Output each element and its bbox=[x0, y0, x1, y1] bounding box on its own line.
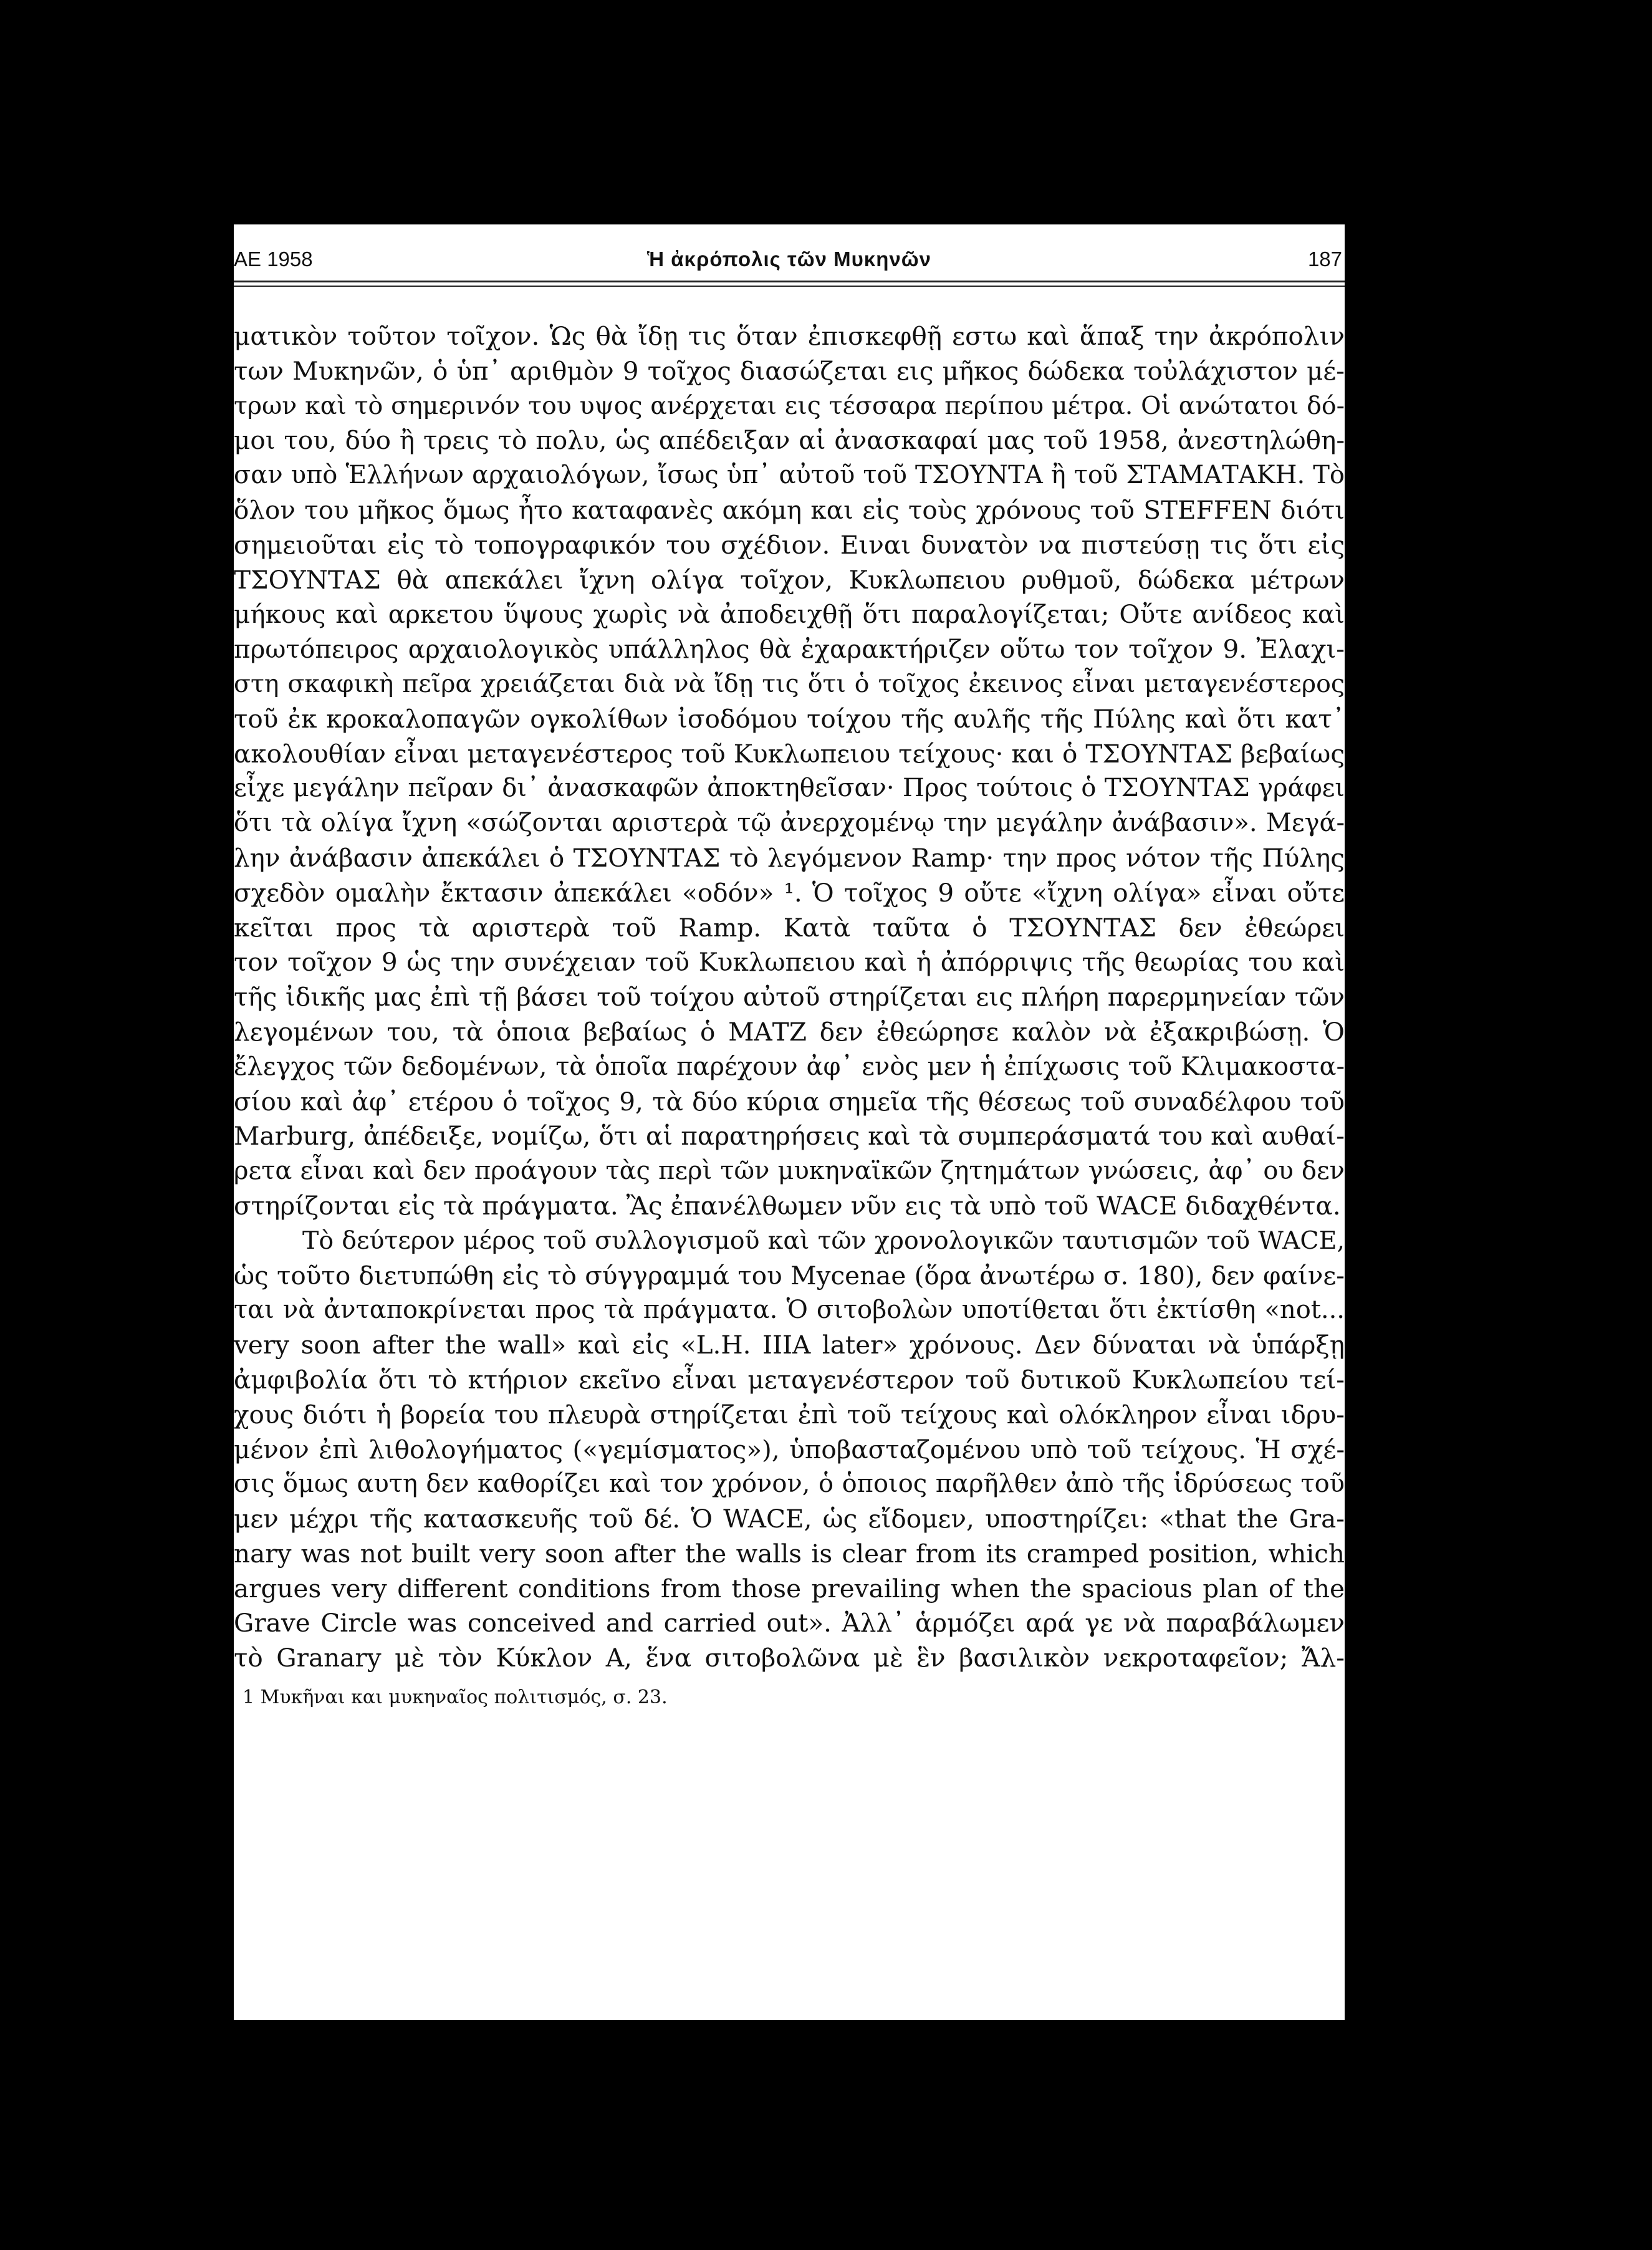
text-line: μήκους καὶ αρκετου ὕψους χωρὶς νὰ ἀποδειχθῇ ὅτι παραλογίζεται; Οὔτε ανίδεος καὶ bbox=[234, 599, 1345, 630]
page-number: 187 bbox=[1307, 248, 1342, 271]
text-line: τοῦ ἐκ κροκαλοπαγῶν ογκολίθων ἰσοδόμου τοίχου τῆς αυλῆς τῆς Πύλης καὶ ὅτι κατ᾽ bbox=[234, 703, 1345, 734]
text-line: λην ἀνάβασιν ἀπεκάλει ὁ ΤΣΟΥΝΤΑΣ τὸ λεγόμενον Ramp· την προς νότον τῆς Πύλης bbox=[234, 842, 1345, 873]
text-line: ακολουθίαν εἶναι μεταγενέστερος τοῦ Κυκλωπειου τείχους· και ὁ ΤΣΟΥΝΤΑΣ βεβαίως bbox=[234, 738, 1345, 769]
text-line: ἔλεγχος τῶν δεδομένων, τὰ ὁποῖα παρέχουν ἀφ᾽ ενὸς μεν ἡ ἐπίχωσις τοῦ Κλιμακοστα- bbox=[234, 1052, 1345, 1081]
text-line: μοι του, δύο ἢ τρεις τὸ πολυ, ὡς απέδειξαν αἱ ἀνασκαφαί μας τοῦ 1958, ἀνεστηλώθη- bbox=[234, 425, 1345, 456]
text-line: τρων καὶ τὸ σημερινόν του υψος ανέρχεται εις τέσσαρα περίπου μέτρα. Οἱ ανώτατοι δό- bbox=[234, 391, 1345, 420]
header-rule-double bbox=[234, 286, 1345, 287]
text-line: ὡς τοῦτο διετυπώθη εἰς τὸ σύγγραμμά του Mycenae (ὅρα ἀνωτέρω σ. 180), δεν φαίνε- bbox=[234, 1260, 1345, 1291]
text-line: σημειοῦται εἰς τὸ τοπογραφικόν του σχέδιον. Ειναι δυνατὸν να πιστεύσῃ τις ὅτι εἰς bbox=[234, 529, 1345, 560]
text-line: nary was not built very soon after the walls is clear from its cramped position, which bbox=[234, 1538, 1345, 1569]
text-line: very soon after the wall» καὶ εἰς «L.H. IIIA later» χρόνους. Δεν δύναται νὰ ὑπάρξῃ bbox=[234, 1330, 1345, 1360]
text-line: Marburg, ἀπέδειξε, νομίζω, ὅτι αἱ παρατηρήσεις καὶ τὰ συμπεράσματά του καὶ αυθαί- bbox=[234, 1121, 1345, 1151]
text-line: χους διότι ἡ βορεία του πλευρὰ στηρίζεται ἐπὶ τοῦ τείχους καὶ ολόκληρον εἶναι ιδρυ- bbox=[234, 1399, 1345, 1430]
journal-ref: ΑΕ 1958 bbox=[234, 248, 313, 271]
text-line: πρωτόπειρος αρχαιολογικὸς υπάλληλος θὰ ἐχαρακτήριζεν οὕτω τον τοῖχον 9. Ἐλαχι- bbox=[234, 634, 1345, 665]
document-page bbox=[234, 224, 1345, 2020]
text-line: σαν υπὸ Ἑλλήνων αρχαιολόγων, ἴσως ὑπ᾽ αὐτοῦ τοῦ ΤΣΟΥΝΤΑ ἢ τοῦ ΣΤΑΜΑΤΑΚΗ. Τὸ bbox=[234, 461, 1345, 490]
running-header bbox=[234, 224, 1345, 271]
text-line: σίου καὶ ἀφ᾽ ετέρου ὁ τοῖχος 9, τὰ δύο κύρια σημεῖα τῆς θέσεως τοῦ συναδέλφου τοῦ bbox=[234, 1086, 1345, 1117]
text-line: ὅλον του μῆκος ὅμως ἦτο καταφανὲς ακόμη και εἰς τοὺς χρόνους τοῦ STEFFEN διότι bbox=[234, 494, 1345, 525]
body-text bbox=[234, 319, 1345, 1676]
text-line: ρετα εἶναι καὶ δεν προάγουν τὰς περὶ τῶν μυκηναϊκῶν ζητημάτων γνώσεις, ἀφ᾽ ου δεν bbox=[234, 1156, 1345, 1186]
text-line: ται νὰ ἀνταποκρίνεται προς τὰ πράγματα. Ὁ σιτοβολὼν υποτίθεται ὅτι ἐκτίσθη «not... bbox=[234, 1296, 1345, 1325]
text-line: μένον ἐπὶ λιθολογήματος («γεμίσματος»), ὑποβασταζομένου υπὸ τοῦ τείχους. Ἡ σχέ- bbox=[234, 1434, 1345, 1464]
text-line: ἀμφιβολία ὅτι τὸ κτήριον εκεῖνο εἶναι μεταγενέστερον τοῦ δυτικοῦ Κυκλωπείου τεί- bbox=[234, 1364, 1345, 1395]
text-line: σχεδὸν ομαλὴν ἔκτασιν ἀπεκάλει «οδόν» ¹. Ὁ τοῖχος 9 οὔτε «ἴχνη ολίγα» εἶναι οὔτε bbox=[234, 877, 1345, 908]
text-line: τῆς ἰδικῆς μας ἐπὶ τῇ βάσει τοῦ τοίχου αὐτοῦ στηρίζεται εις πλήρη παρερμηνείαν τῶν bbox=[234, 982, 1345, 1012]
text-line: εἶχε μεγάλην πεῖραν δι᾽ ἀνασκαφῶν ἀποκτηθεῖσαν· Προς τούτοις ὁ ΤΣΟΥΝΤΑΣ γράφει bbox=[234, 774, 1345, 803]
text-line: σις ὅμως αυτη δεν καθορίζει καὶ τον χρόνον, ὁ ὁποιος παρῆλθεν ἀπὸ τῆς ἱδρύσεως τοῦ bbox=[234, 1469, 1345, 1499]
text-line: μεν μέχρι τῆς κατασκευῆς τοῦ δέ. Ὁ WACE, ὡς εἴδομεν, υποστηρίζει: «that the Gra- bbox=[234, 1504, 1345, 1534]
text-line: Τὸ δεύτερον μέρος τοῦ συλλογισμοῦ καὶ τῶν χρονολογικῶν ταυτισμῶν τοῦ WACE, bbox=[302, 1226, 1345, 1255]
text-line: των Μυκηνῶν, ὁ ὑπ᾽ αριθμὸν 9 τοῖχος διασώζεται εις μῆκος δώδεκα τοὐλάχιστον μέ- bbox=[234, 355, 1345, 386]
text-line: κεῖται προς τὰ αριστερὰ τοῦ Ramp. Κατὰ ταῦτα ὁ ΤΣΟΥΝΤΑΣ δεν ἐθεώρει bbox=[234, 912, 1345, 943]
text-line: ὅτι τὰ ολίγα ἴχνη «σώζονται αριστερὰ τῷ ἀνερχομένῳ την μεγάλην ἀνάβασιν». Μεγά- bbox=[234, 809, 1345, 838]
header-rule bbox=[234, 281, 1345, 282]
text-line: ματικὸν τοῦτον τοῖχον. Ὡς θὰ ἴδῃ τις ὅταν ἐπισκεφθῇ εστω καὶ ἅπαξ την ἀκρόπολιν bbox=[234, 321, 1345, 351]
text-line: τον τοῖχον 9 ὡς την συνέχειαν τοῦ Κυκλωπειου καὶ ἡ ἀπόρριψις τῆς θεωρίας του καὶ bbox=[234, 947, 1345, 978]
text-line: argues very different conditions from those prevailing when the spacious plan of the bbox=[234, 1573, 1345, 1603]
footnote: 1 Μυκῆναι και μυκηναῖος πολιτισμός, σ. 23. bbox=[243, 1686, 668, 1708]
text-line: στη σκαφικὴ πεῖρα χρειάζεται διὰ νὰ ἴδῃ τις ὅτι ὁ τοῖχος ἐκεινος εἶναι μεταγενέστερος bbox=[234, 669, 1345, 698]
text-line: Grave Circle was conceived and carried out». Ἀλλ᾽ ἁρμόζει αρά γε νὰ παραβάλωμεν bbox=[234, 1608, 1345, 1638]
text-line: ΤΣΟΥΝΤΑΣ θὰ απεκάλει ἴχνη ολίγα τοῖχον, Κυκλωπειου ρυθμοῦ, δώδεκα μέτρων bbox=[234, 564, 1345, 595]
running-title: Ἡ ἀκρόπολις τῶν Μυκηνῶν bbox=[647, 248, 931, 271]
text-line: λεγομένων του, τὰ ὁποια βεβαίως ὁ ΜΑΤΖ δεν ἐθεώρησε καλὸν νὰ ἐξακριβώσῃ. Ὁ bbox=[234, 1016, 1345, 1047]
text-line: τὸ Granary μὲ τὸν Κύκλον Α, ἕνα σιτοβολῶνα μὲ ἓν βασιλικὸν νεκροταφεῖον; Ἄλ- bbox=[234, 1643, 1345, 1673]
text-line: στηρίζονται εἰς τὰ πράγματα. Ἂς ἐπανέλθωμεν νῦν εις τὰ υπὸ τοῦ WACE διδαχθέντα. bbox=[234, 1190, 1341, 1221]
